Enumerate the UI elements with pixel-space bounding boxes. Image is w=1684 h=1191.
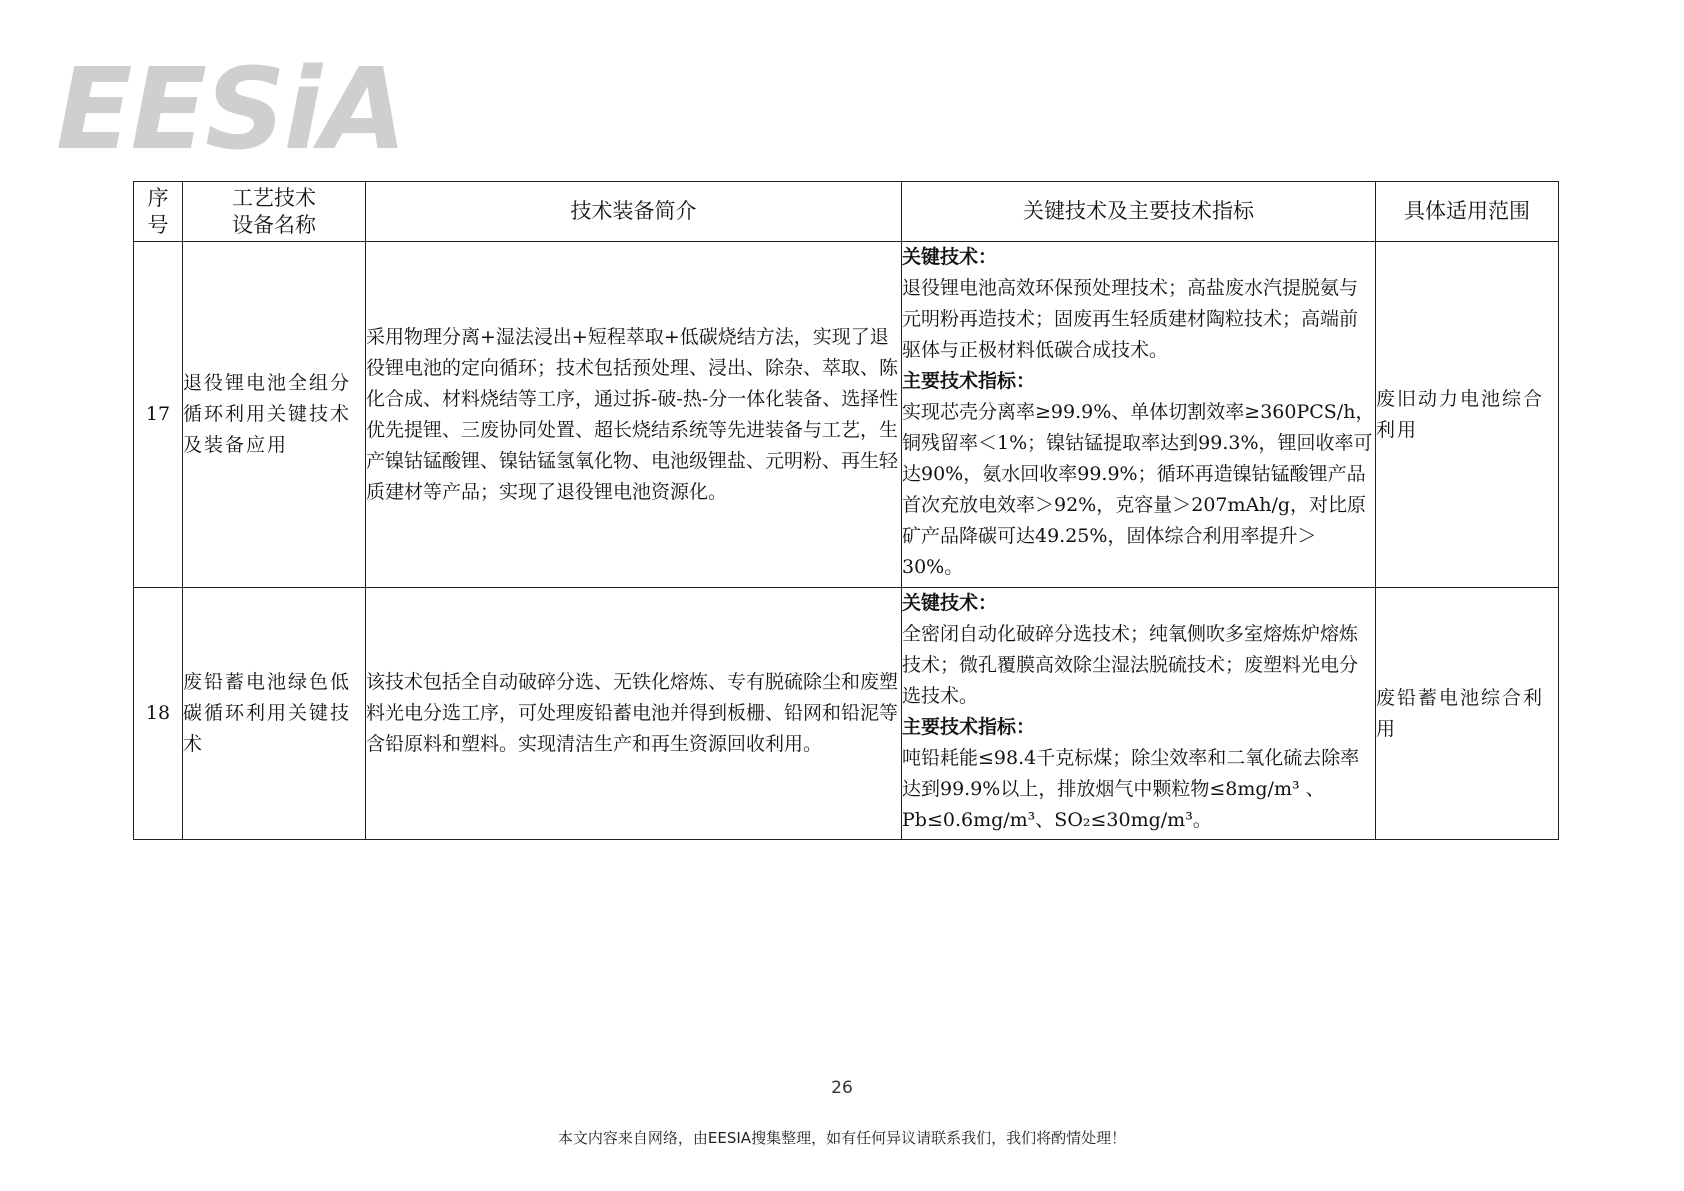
main-indicators-text: 吨铅耗能≤98.4千克标煤；除尘效率和二氧化硫去除率达到99.9%以上，排放烟气中颗粒物≤8mg/m³ 、Pb≤0.6mg/m³、SO₂≤30mg/m³。: [902, 747, 1360, 831]
technology-table: [133, 181, 1559, 840]
row-name: 废铅蓄电池绿色低碳循环利用关键技术: [183, 588, 366, 840]
row-intro: 采用物理分离+湿法浸出+短程萃取+低碳烧结方法，实现了退役锂电池的定向循环；技术包括预处理、浸出、除杂、萃取、陈化合成、材料烧结等工序，通过拆-破-热-分一体化装备、选择性优先提锂、三废协同处置、超长烧结系统等先进装备与工艺，生产镍钴锰酸锂、镍钴锰氢氧化物、电池级锂盐、元明粉、再生轻质建材等产品；实现了退役锂电池资源化。: [366, 242, 902, 588]
header-key: 关键技术及主要技术指标: [902, 182, 1376, 242]
table-header-row: [134, 182, 1559, 242]
row-key-tech: [902, 588, 1376, 840]
footer-disclaimer: 本文内容来自网络，由EESIA搜集整理，如有任何异议请联系我们，我们将酌情处理！: [557, 1129, 1127, 1147]
row-scope: 废铅蓄电池综合利用: [1376, 588, 1559, 840]
table-row: [134, 242, 1559, 588]
main-indicators-label: 主要技术指标：: [902, 370, 1036, 392]
header-name: 工艺技术 设备名称: [183, 182, 366, 242]
key-tech-label: 关键技术：: [902, 592, 998, 614]
row-key-tech: [902, 242, 1376, 588]
row-intro: 该技术包括全自动破碎分选、无铁化熔炼、专有脱硫除尘和废塑料光电分选工序，可处理废铅蓄电池并得到板栅、铅网和铅泥等含铅原料和塑料。实现清洁生产和再生资源回收利用。: [366, 588, 902, 840]
row-no: 18: [134, 588, 183, 840]
eesia-logo: EESiA: [56, 45, 405, 175]
key-tech-label: 关键技术：: [902, 246, 998, 268]
main-indicators-text: 实现芯壳分离率≥99.9%、单体切割效率≥360PCS/h，铜残留率＜1%；镍钴锰提取率达到99.3%，锂回收率可达90%，氨水回收率99.9%；循环再造镍钴锰酸锂产品首次充放电效率＞92%，克容量＞207mAh/g，对比原矿产品降碳可达49.25%，固体综合利用率提升＞30%。: [902, 401, 1375, 578]
table-row: [134, 588, 1559, 840]
header-scope: 具体适用范围: [1376, 182, 1559, 242]
header-intro: 技术装备简介: [366, 182, 902, 242]
header-no: 序 号: [134, 182, 183, 242]
row-name: 退役锂电池全组分循环利用关键技术及装备应用: [183, 242, 366, 588]
key-tech-text: 退役锂电池高效环保预处理技术；高盐废水汽提脱氨与元明粉再造技术；固废再生轻质建材陶粒技术；高端前驱体与正极材料低碳合成技术。: [902, 277, 1359, 361]
row-no: 17: [134, 242, 183, 588]
key-tech-text: 全密闭自动化破碎分选技术；纯氧侧吹多室熔炼炉熔炼技术；微孔覆膜高效除尘湿法脱硫技术；废塑料光电分选技术。: [902, 623, 1359, 707]
main-indicators-label: 主要技术指标：: [902, 716, 1036, 738]
row-scope: 废旧动力电池综合利用: [1376, 242, 1559, 588]
page-number: 26: [831, 1078, 853, 1098]
